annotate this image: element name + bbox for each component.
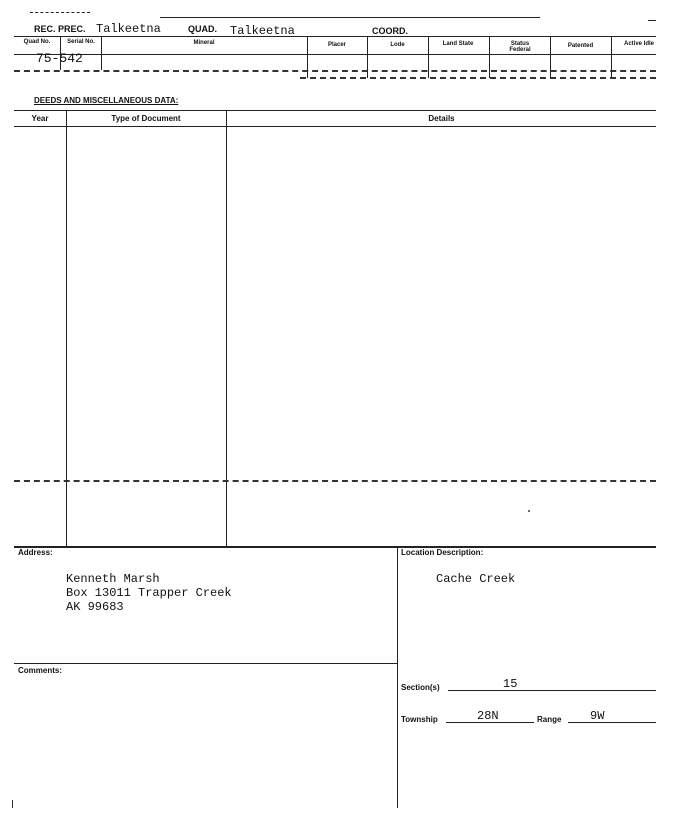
claim-table-lower-dashed [300, 77, 656, 79]
speck [528, 510, 530, 512]
address-line-2: Box 13011 Trapper Creek [66, 586, 232, 600]
sections-underline [448, 690, 656, 691]
deeds-table-top [14, 110, 656, 111]
claim-table-top [14, 36, 656, 37]
deeds-table-header-line [14, 126, 656, 127]
location-label: Location Description: [401, 548, 484, 557]
header-serial-no: Serial No. [67, 39, 95, 45]
rec-prec-label: REC. PREC. [34, 24, 86, 34]
header-placer: Placer [327, 42, 346, 48]
quad-label: QUAD. [188, 24, 217, 34]
comments-divider [14, 663, 397, 664]
address-line-1: Kenneth Marsh [66, 572, 160, 586]
col-divider [611, 36, 612, 78]
deeds-dashed-line [14, 480, 656, 482]
header-active-idle: Active Idle [624, 41, 655, 47]
range-label: Range [537, 715, 562, 724]
col-divider [489, 36, 490, 78]
claim-table-header-line [14, 54, 656, 55]
header-mineral: Mineral [193, 40, 215, 46]
range-value: 9W [590, 709, 605, 723]
header-land-state: Land State [442, 41, 474, 47]
deeds-col-details: Details [428, 114, 455, 123]
sections-label: Section(s) [401, 683, 440, 692]
edge-mark [12, 800, 13, 808]
corner-mark [648, 20, 656, 21]
quad-no-value: 75-542 [36, 51, 83, 66]
address-label: Address: [18, 548, 53, 557]
top-edge-line [160, 17, 540, 18]
header-quad-no: Quad No. [23, 39, 51, 45]
comments-label: Comments: [18, 666, 63, 675]
quad-value: Talkeetna [230, 24, 295, 38]
township-label: Township [401, 715, 438, 724]
col-divider [428, 36, 429, 78]
location-value: Cache Creek [436, 572, 516, 586]
rec-prec-value: Talkeetna [96, 22, 161, 36]
range-underline [568, 722, 656, 723]
sections-value: 15 [503, 677, 518, 691]
claim-table-bottom-dashed [14, 70, 656, 72]
bottom-section-top [14, 546, 656, 548]
coord-label: COORD. [372, 26, 408, 36]
deeds-col-type: Type of Document [111, 114, 181, 123]
header-patented: Patented [567, 43, 594, 49]
deeds-title: DEEDS AND MISCELLANEOUS DATA: [34, 96, 179, 105]
address-line-3: AK 99683 [66, 600, 124, 614]
top-edge-line [30, 12, 90, 13]
bottom-vertical-divider [397, 546, 398, 808]
deeds-col-year: Year [31, 114, 49, 123]
header-status-federal: Status Federal [509, 41, 531, 53]
township-value: 28N [477, 709, 499, 723]
header-lode: Lode [390, 42, 405, 48]
